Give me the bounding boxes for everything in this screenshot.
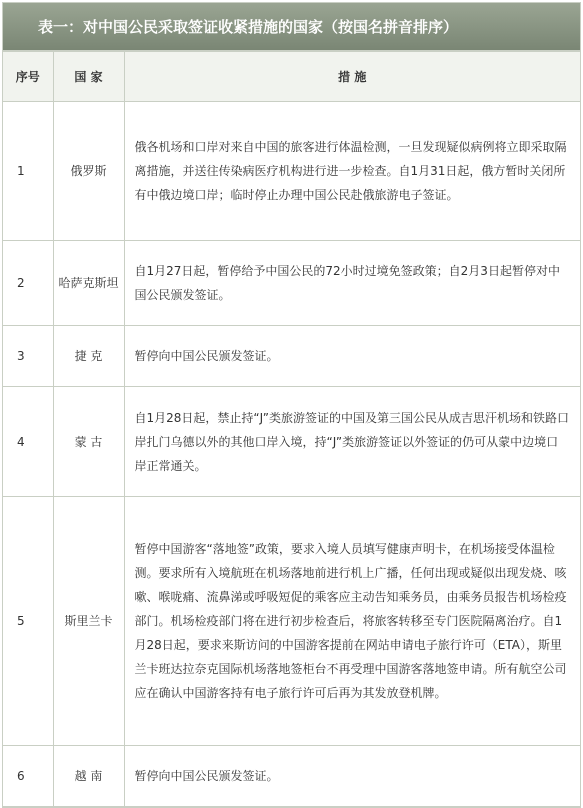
row-number: 4 bbox=[3, 387, 53, 497]
row-measure: 自1月27日起，暂停给予中国公民的72小时过境免签政策；自2月3日起暂停对中国公民颁发签证。 bbox=[124, 241, 580, 326]
row-country: 捷 克 bbox=[53, 326, 124, 387]
row-number: 6 bbox=[3, 746, 53, 807]
table-row bbox=[3, 326, 580, 387]
row-country: 越 南 bbox=[53, 746, 124, 807]
row-number: 5 bbox=[3, 497, 53, 746]
table-row bbox=[3, 497, 580, 746]
header-country: 国 家 bbox=[53, 52, 124, 102]
row-measure: 暂停中国游客“落地签”政策，要求入境人员填写健康声明卡，在机场接受体温检测。要求所有入境航班在机场落地前进行机上广播，任何出现或疑似出现发烧、咳嗽、喉咙痛、流鼻涕或呼吸短促的乘客应主动告知乘务员，由乘务员报告机场检疫部门。机场检疫部门将在进行初步检查后，将旅客转移至专门医院隔离治疗。自1月28日起，要求来斯访问的中国游客提前在网站申请电子旅行许可（ETA），斯里兰卡班达拉奈克国际机场落地签柜台不再受理中国游客落地签申请。所有航空公司应在确认中国游客持有电子旅行许可后再为其发放登机牌。 bbox=[124, 497, 580, 746]
table-title: 表一：对中国公民采取签证收紧措施的国家（按国名拼音排序） bbox=[3, 3, 580, 51]
row-measure: 暂停向中国公民颁发签证。 bbox=[124, 746, 580, 807]
table-row bbox=[3, 241, 580, 326]
row-measure: 自1月28日起，禁止持“J”类旅游签证的中国及第三国公民从成吉思汗机场和铁路口岸扎门乌德以外的其他口岸入境，持“J”类旅游签证以外签证的仍可从蒙中边境口岸正常通关。 bbox=[124, 387, 580, 497]
row-country: 蒙 古 bbox=[53, 387, 124, 497]
measures-table-panel bbox=[2, 2, 581, 808]
header-measures: 措 施 bbox=[124, 52, 580, 102]
table-row bbox=[3, 387, 580, 497]
row-number: 3 bbox=[3, 326, 53, 387]
measures-table bbox=[3, 51, 580, 807]
row-country: 哈萨克斯坦 bbox=[53, 241, 124, 326]
row-number: 2 bbox=[3, 241, 53, 326]
row-measure: 俄各机场和口岸对来自中国的旅客进行体温检测，一旦发现疑似病例将立即采取隔离措施，并送往传染病医疗机构进行进一步检查。自1月31日起，俄方暂时关闭所有中俄边境口岸；临时停止办理中国公民赴俄旅游电子签证。 bbox=[124, 102, 580, 241]
row-country: 俄罗斯 bbox=[53, 102, 124, 241]
row-measure: 暂停向中国公民颁发签证。 bbox=[124, 326, 580, 387]
table-row bbox=[3, 746, 580, 807]
row-number: 1 bbox=[3, 102, 53, 241]
table-header-row bbox=[3, 52, 580, 102]
row-country: 斯里兰卡 bbox=[53, 497, 124, 746]
header-no: 序号 bbox=[3, 52, 53, 102]
table-row bbox=[3, 102, 580, 241]
